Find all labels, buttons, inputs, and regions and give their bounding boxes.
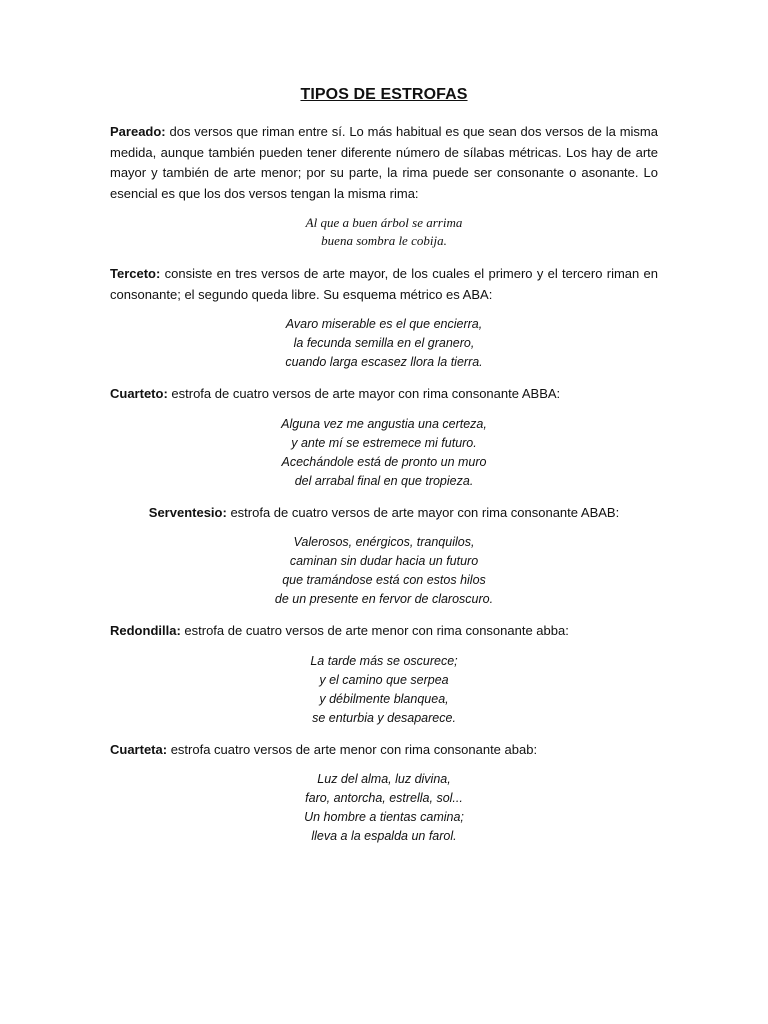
verse-line: del arrabal final en que tropieza.	[294, 473, 474, 488]
serventesio-text: estrofa de cuatro versos de arte mayor con rima consonante ABAB:	[226, 504, 620, 520]
serventesio-definition	[110, 503, 658, 524]
pareado-example	[110, 214, 658, 250]
pareado-definition	[110, 122, 658, 204]
verse-line: y débilmente blanquea,	[319, 691, 449, 706]
verse-line: y ante mí se estremece mi futuro.	[291, 435, 477, 450]
verse-line: lleva a la espalda un farol.	[311, 829, 457, 843]
verse-line: Avaro miserable es el que encierra,	[285, 317, 483, 331]
verse-line: caminan sin dudar hacia un futuro	[289, 554, 479, 568]
terceto-definition	[110, 264, 658, 305]
verse-line: Luz del alma, luz divina,	[317, 772, 451, 786]
cuarteto-text: estrofa de cuatro versos de arte mayor con rima consonante ABBA:	[167, 386, 561, 401]
verse-line: buena sombra le cobija.	[321, 233, 447, 248]
verse-line: Al que a buen árbol se arrima	[305, 215, 463, 230]
terceto-example	[110, 315, 658, 372]
cuarteto-definition	[110, 384, 658, 405]
page-title: TIPOS DE ESTROFAS	[300, 86, 468, 103]
redondilla-example	[110, 652, 658, 728]
verse-line: Valerosos, enérgicos, tranquilos,	[293, 535, 475, 549]
verse-line: de un presente en fervor de claroscuro.	[274, 592, 494, 606]
verse-line: se enturbia y desaparece.	[312, 710, 456, 725]
verse-line: la fecunda semilla en el granero,	[293, 336, 475, 350]
term-cuarteta: Cuarteta:	[110, 741, 168, 757]
redondilla-definition	[110, 621, 658, 642]
term-pareado: Pareado:	[110, 124, 166, 139]
verse-line: y el camino que serpea	[319, 672, 449, 687]
verse-line: cuando larga escasez llora la tierra.	[285, 355, 483, 369]
terceto-text: consiste en tres versos de arte mayor, de los cuales el primero y el tercero riman en consonante; el segundo queda libre. Su esquema métrico es ABA:	[110, 266, 658, 302]
cuarteta-text: estrofa cuatro versos de arte menor con rima consonante abab:	[167, 741, 538, 757]
pareado-text: dos versos que riman entre sí. Lo más habitual es que sean dos versos de la misma medida, aunque también pueden tener diferente número de sílabas métricas. Los hay de arte mayor y también de arte menor; por su parte, la rima puede ser consonante o asonante. Lo esencial es que los dos versos tengan la misma rima:	[110, 124, 658, 201]
document-page	[110, 86, 658, 858]
redondilla-text: estrofa de cuatro versos de arte menor con rima consonante abba:	[180, 623, 569, 638]
term-redondilla: Redondilla:	[110, 623, 181, 638]
term-serventesio: Serventesio:	[148, 504, 227, 520]
serventesio-example	[110, 533, 658, 609]
verse-line: La tarde más se oscurece;	[310, 653, 458, 668]
term-terceto: Terceto:	[110, 266, 161, 281]
verse-line: Acechándole está de pronto un muro	[281, 454, 487, 469]
verse-line: que tramándose está con estos hilos	[282, 573, 486, 587]
cuarteto-example	[110, 415, 658, 491]
verse-line: Un hombre a tientas camina;	[304, 810, 464, 824]
cuarteta-example	[110, 770, 658, 846]
term-cuarteto: Cuarteto:	[110, 386, 168, 401]
cuarteta-definition	[110, 740, 658, 761]
verse-line: Alguna vez me angustia una certeza,	[281, 416, 487, 431]
verse-line: faro, antorcha, estrella, sol...	[305, 791, 463, 805]
